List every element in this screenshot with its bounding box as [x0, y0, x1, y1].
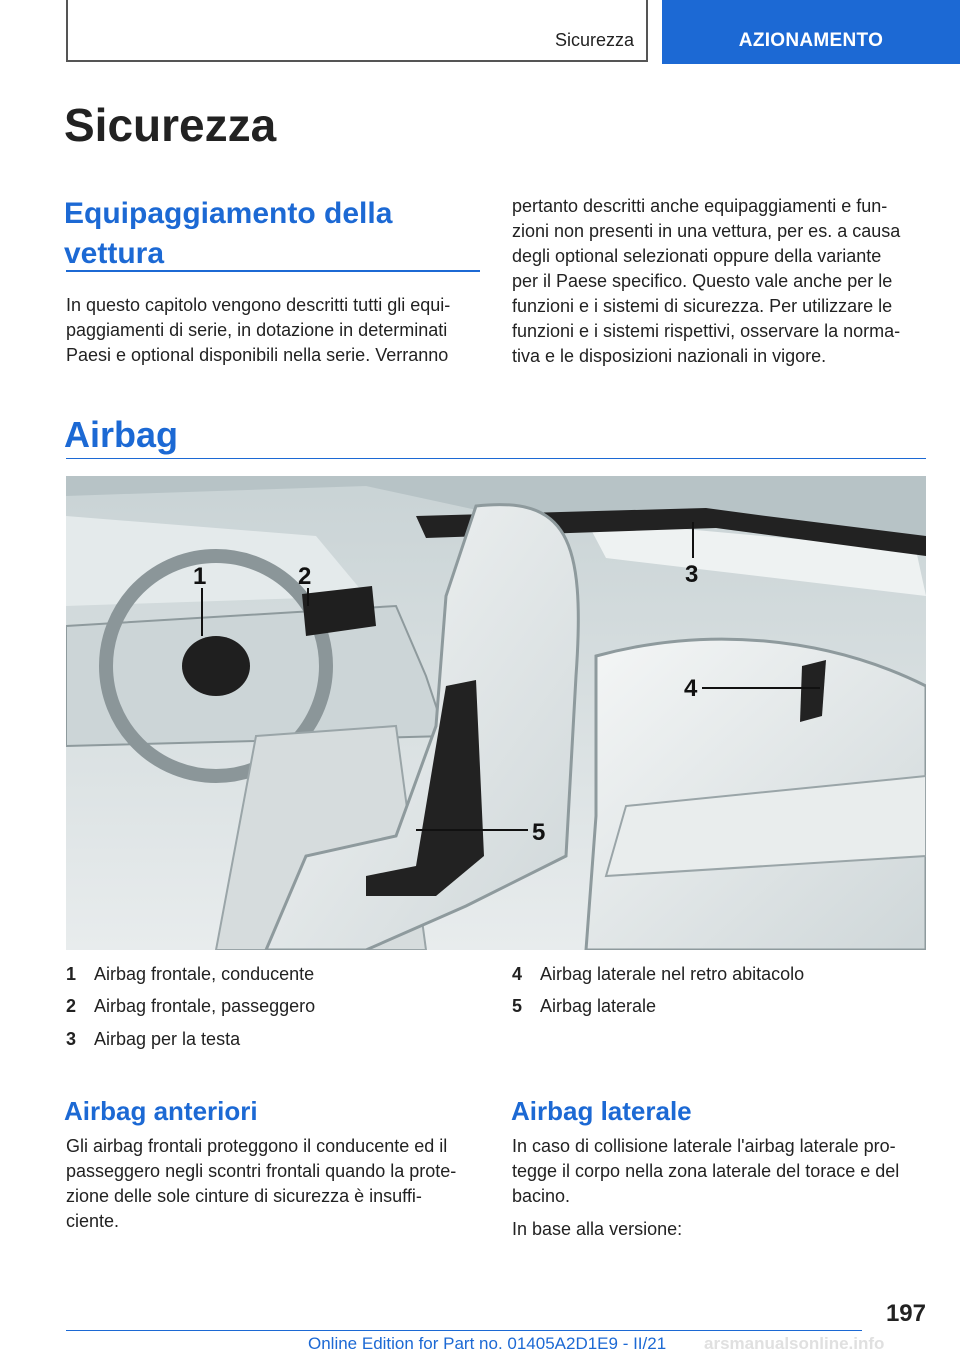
- airbag-heading: Airbag: [64, 414, 179, 455]
- legend-item: [66, 964, 314, 985]
- legend-item: [66, 1029, 240, 1050]
- driver-airbag-shape: [182, 636, 250, 696]
- text-line: zioni non presenti in una vettura, per es. a causa: [512, 221, 901, 241]
- car-interior-drawing: [66, 476, 926, 950]
- airbag-illustration: [66, 476, 926, 950]
- text-line: funzioni e i sistemi di sicurezza. Per utilizzare le: [512, 296, 893, 316]
- legend-item: [66, 996, 315, 1017]
- legend-number: 5: [512, 996, 523, 1016]
- text-line: Gli airbag frontali proteggono il conducente ed il: [66, 1136, 448, 1156]
- footer-edition: Online Edition for Part no. 01405A2D1E9 - II/21: [308, 1334, 667, 1353]
- callout-1: 1: [193, 563, 207, 590]
- legend-text: Airbag per la testa: [94, 1029, 241, 1049]
- equipment-heading: Equipaggiamento della vettura: [64, 197, 393, 270]
- legend-number: 3: [66, 1029, 77, 1049]
- header-section-label: Sicurezza: [554, 30, 634, 50]
- text-line: In questo capitolo vengono descritti tutti gli equi-: [66, 295, 451, 315]
- text-line: ciente.: [66, 1211, 120, 1231]
- text-line: per il Paese specifico. Questo vale anche per le: [512, 271, 893, 291]
- text-line: tiva e le disposizioni nazionali in vigore.: [512, 346, 827, 366]
- legend-text: Airbag frontale, conducente: [94, 964, 315, 984]
- text-line: bacino.: [512, 1186, 571, 1206]
- airbag-heading-rule: [66, 458, 926, 459]
- equipment-heading-rule: [66, 270, 480, 272]
- header-section-tab: [66, 0, 648, 62]
- legend-text: Airbag laterale: [540, 996, 657, 1016]
- side-airbag-text: [512, 1134, 942, 1209]
- legend-text: Airbag frontale, passeggero: [94, 996, 316, 1016]
- legend-number: 1: [66, 964, 77, 984]
- text-line: paggiamenti di serie, in dotazione in determinati: [66, 320, 448, 340]
- text-line: funzioni e i sistemi rispettivi, osservare la norma-: [512, 321, 901, 341]
- page-number: 197: [885, 1300, 926, 1327]
- callout-3: 3: [685, 561, 699, 588]
- side-airbag-heading: Airbag laterale: [511, 1096, 692, 1126]
- text-line: tegge il corpo nella zona laterale del torace e del: [512, 1161, 900, 1181]
- legend-number: 4: [512, 964, 523, 984]
- legend-item: [512, 996, 656, 1017]
- footer-rule: [66, 1330, 862, 1331]
- page-title: Sicurezza: [64, 99, 277, 151]
- side-airbag-note: In base alla versione:: [512, 1219, 683, 1239]
- equipment-text-col2: [512, 194, 932, 369]
- legend-item: [512, 964, 804, 985]
- text-line: zione delle sole cinture di sicurezza è insuffi-: [66, 1186, 422, 1206]
- watermark-logo: arsmanualsonline.info: [704, 1334, 885, 1353]
- text-line: In caso di collisione laterale l'airbag laterale pro-: [512, 1136, 896, 1156]
- text-line: passeggero negli scontri frontali quando la prote-: [66, 1161, 457, 1181]
- callout-2: 2: [298, 563, 312, 590]
- callout-5: 5: [532, 819, 546, 846]
- legend-number: 2: [66, 996, 77, 1016]
- header-chapter-tab[interactable]: [662, 0, 960, 64]
- equipment-text-col1: [66, 293, 486, 368]
- rear-side-airbag-shape: [800, 660, 826, 722]
- text-line: pertanto descritti anche equipaggiamenti e fun-: [512, 196, 888, 216]
- header-chapter-label: AZIONAMENTO: [738, 30, 884, 51]
- text-line: Paesi e optional disponibili nella serie. Verranno: [66, 345, 449, 365]
- text-line: degli optional selezionati oppure della variante: [512, 246, 882, 266]
- front-airbags-heading: Airbag anteriori: [64, 1096, 258, 1126]
- callout-4: 4: [684, 675, 698, 702]
- front-airbags-text: [66, 1134, 496, 1234]
- legend-text: Airbag laterale nel retro abitacolo: [540, 964, 805, 984]
